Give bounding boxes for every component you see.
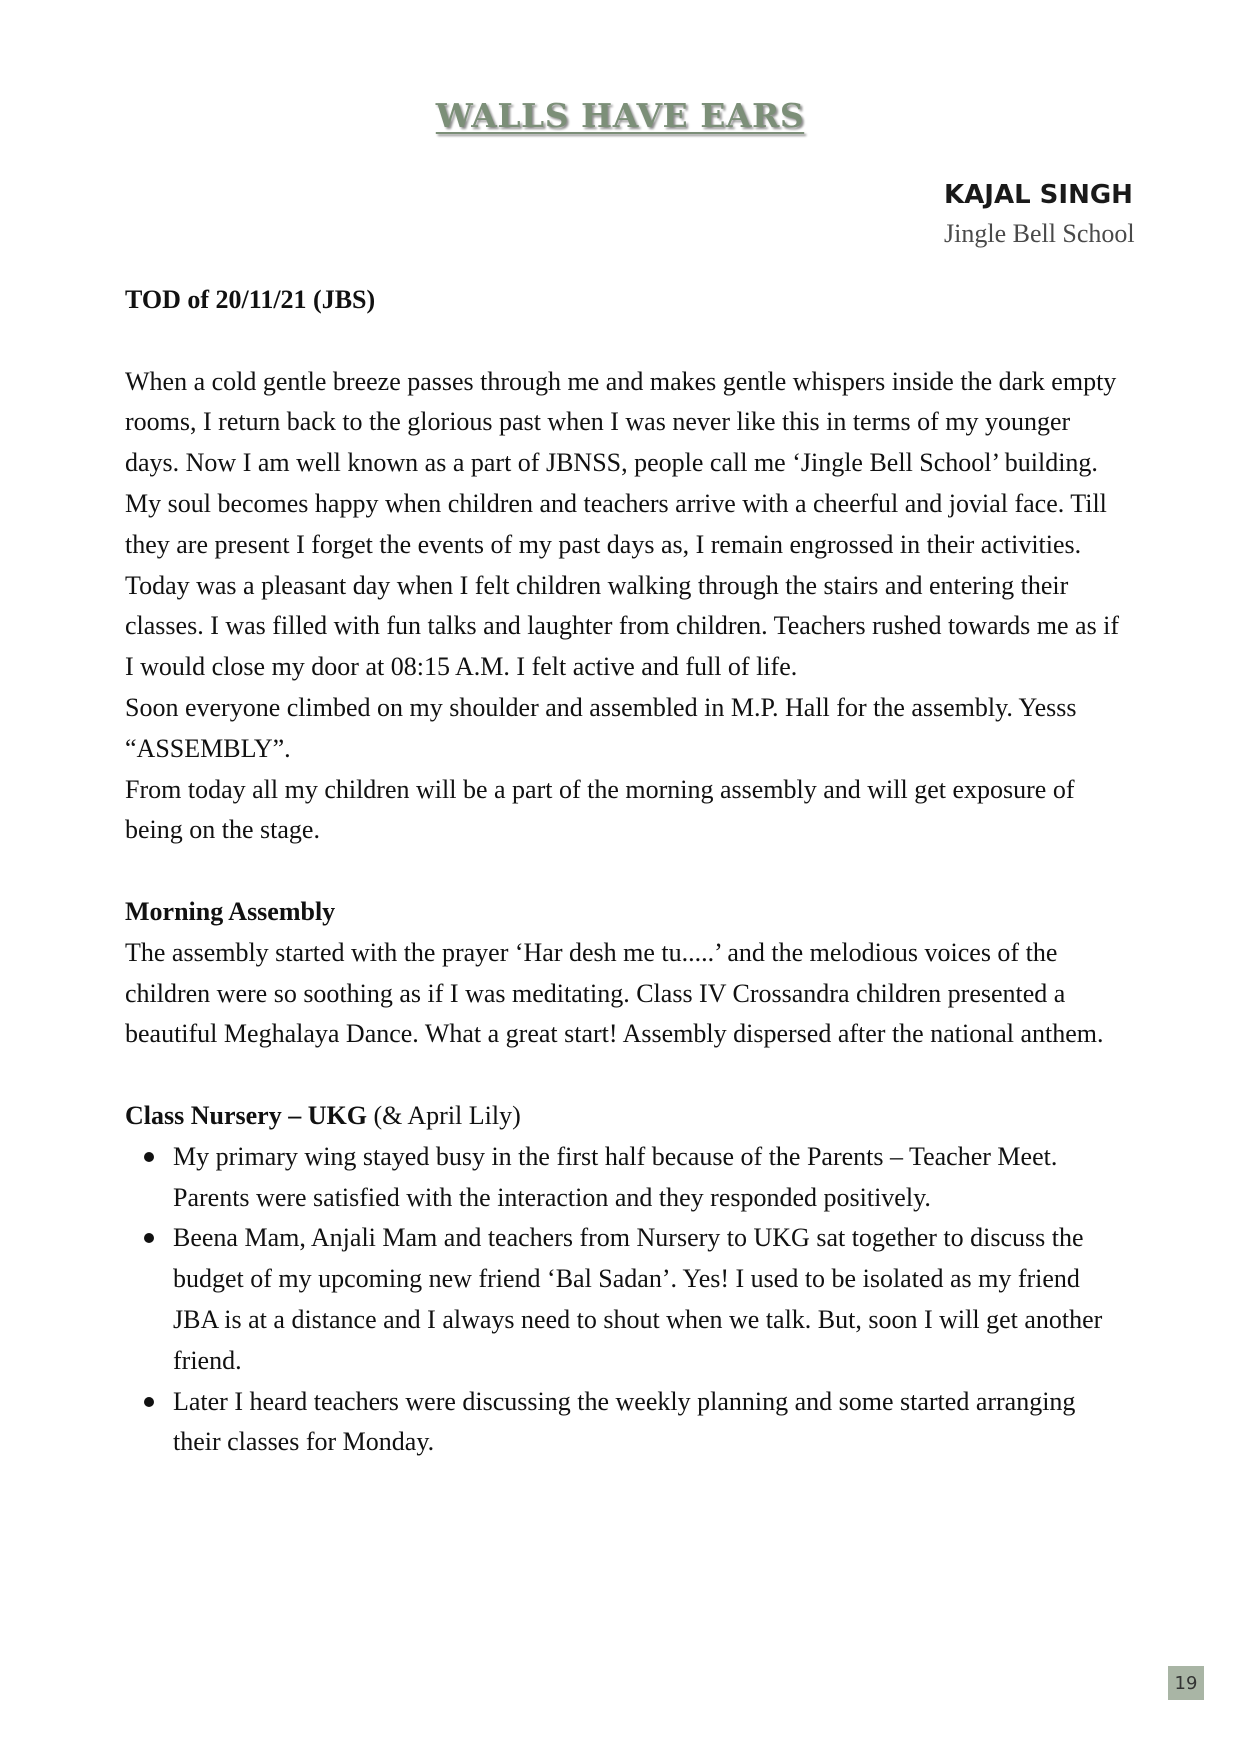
page-title: WALLS HAVE EARS [435, 96, 805, 135]
list-item: Beena Mam, Anjali Mam and teachers from Nursery to UKG sat together to discuss the budget of my upcoming new friend ‘Bal Sadan’. Yes! I used to be isolated as my friend JBA is at a distance and I always need to shout when we talk. But, soon I will get another friend. [173, 1218, 1125, 1381]
nursery-heading-bold: Class Nursery – UKG [125, 1100, 367, 1130]
page-number: 19 [1168, 1666, 1204, 1700]
author-name: KAJAL SINGH [944, 180, 1133, 210]
report-heading: TOD of 20/11/21 (JBS) [125, 285, 376, 314]
list-item: My primary wing stayed busy in the first half because of the Parents – Teacher Meet. Parents were satisfied with the interaction and they responded positively. [173, 1137, 1125, 1219]
author-school: Jingle Bell School [944, 219, 1135, 248]
nursery-list [125, 1137, 1125, 1463]
list-item: Later I heard teachers were discussing the weekly planning and some started arranging their classes for Monday. [173, 1382, 1125, 1464]
intro-paragraph: Soon everyone climbed on my shoulder and assembled in M.P. Hall for the assembly. Yesss “ASSEMBLY”. [125, 692, 1077, 763]
intro-paragraph: My soul becomes happy when children and teachers arrive with a cheerful and jovial face. Till they are present I forget the events of my past days as, I remain engrossed in their activities. [125, 488, 1107, 559]
section-heading-assembly: Morning Assembly [125, 896, 336, 926]
intro-paragraph: Today was a pleasant day when I felt children walking through the stairs and entering their classes. I was filled with fun talks and laughter from children. Teachers rushed towards me as if I would close my door at 08:15 A.M. I felt active and full of life. [125, 570, 1120, 682]
nursery-heading-rest: (& April Lily) [366, 1100, 521, 1130]
assembly-paragraph: The assembly started with the prayer ‘Har desh me tu.....’ and the melodious voices of the children were so soothing as if I was meditating. Class IV Crossandra children presented a beautiful Meghalaya Dance. What a great start! Assembly dispersed after the national anthem. [125, 937, 1104, 1049]
article-body [125, 280, 1125, 1463]
intro-paragraph: When a cold gentle breeze passes through me and makes gentle whispers inside the dark empty rooms, I return back to the glorious past when I was never like this in terms of my younger days. Now I am well known as a part of JBNSS, people call me ‘Jingle Bell School’ building. [125, 366, 1117, 478]
section-heading-nursery [125, 1096, 1125, 1137]
intro-paragraph: From today all my children will be a part of the morning assembly and will get exposure of being on the stage. [125, 774, 1075, 845]
